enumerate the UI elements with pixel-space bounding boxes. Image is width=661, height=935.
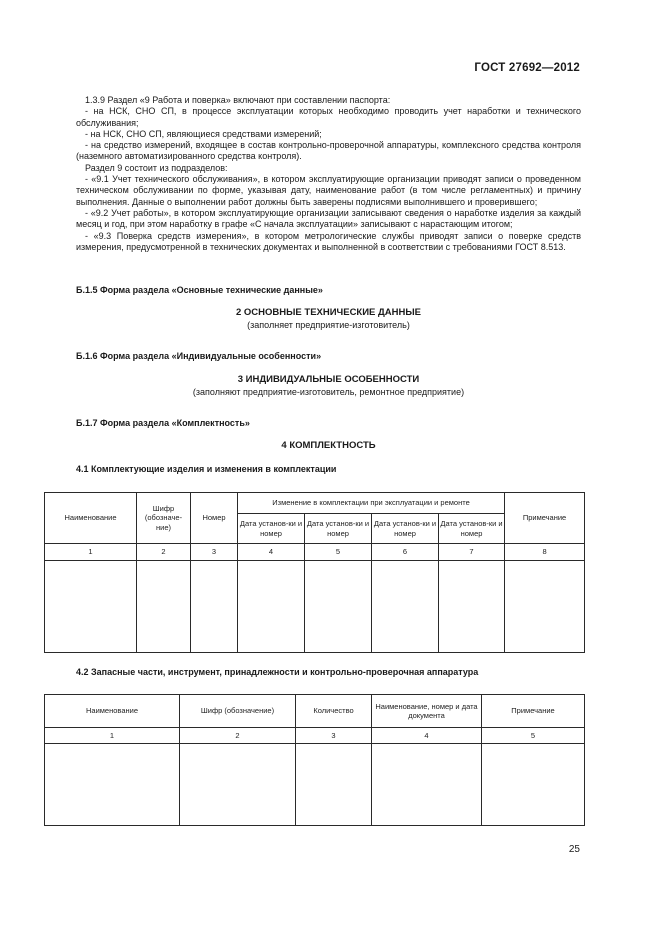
col-number: 8 <box>505 544 585 561</box>
spare-parts-table <box>44 694 585 826</box>
col-header-name: Наименование <box>45 493 137 544</box>
col-number: 2 <box>137 544 191 561</box>
col-header-quantity: Количество <box>296 695 372 728</box>
section-title: 2 ОСНОВНЫЕ ТЕХНИЧЕСКИЕ ДАННЫЕ <box>235 307 422 318</box>
section-subtitle: (заполняют предприятие-изготовитель, ремонтное предприятие) <box>192 387 465 397</box>
col-number: 4 <box>238 544 305 561</box>
paragraph: - на средство измерений, входящее в состав контрольно-проверочной аппаратуры, комплексного средства контроля (наземного автоматизированного средства контроля). <box>76 140 581 162</box>
table-row-empty <box>45 744 585 826</box>
section-title: 4 КОМПЛЕКТНОСТЬ <box>281 440 376 451</box>
col-header-name: Наименование <box>45 695 180 728</box>
col-header-number: Номер <box>191 493 238 544</box>
section-b15-block <box>76 307 581 330</box>
empty-cell <box>505 561 585 653</box>
empty-cell <box>137 561 191 653</box>
paragraph: Раздел 9 состоит из подразделов: <box>85 162 228 173</box>
col-number: 1 <box>45 544 137 561</box>
section-b17-block <box>76 440 581 451</box>
paragraph: - на НСК, СНО СП, в процессе эксплуатации которых необходимо проводить учет наработки и технического обслуживания; <box>76 106 581 128</box>
paragraph: - «9.1 Учет технического обслуживания», в котором эксплуатирующие организации приводят записи о проведенном техническом обслуживании по форме, указывая дату, наименование работ (в том числе регламентных) и причину выполнения. Данные о выполнении работ должны быть заверены подписями выполнившего и проверившего; <box>76 174 581 207</box>
col-header-changes: Изменение в комплектации при эксплуатации и ремонте <box>238 493 505 514</box>
empty-cell <box>482 744 585 826</box>
standard-number: ГОСТ 27692—2012 <box>474 62 580 74</box>
section-b16-block <box>76 374 581 397</box>
col-number: 3 <box>191 544 238 561</box>
section-heading-b15: Б.1.5 Форма раздела «Основные технические данные» <box>76 285 323 295</box>
col-header-code: Шифр (обозначение) <box>180 695 296 728</box>
col-number: 1 <box>45 728 180 744</box>
empty-cell <box>45 744 180 826</box>
col-header-code: Шифр (обозначе-ние) <box>137 493 191 544</box>
table-row-empty <box>45 561 585 653</box>
col-header-document: Наименование, номер и дата документа <box>372 695 482 728</box>
col-header-install-date: Дата установ-ки и номер <box>372 514 439 544</box>
paragraph: - «9.3 Поверка средств измерения», в котором метрологические службы приводят записи о поверке средств измерения, предусмотренной в технических документах и выполненной в соответствии с требованиями ГОСТ 8.513. <box>76 230 581 252</box>
col-number: 4 <box>372 728 482 744</box>
col-number: 7 <box>439 544 505 561</box>
col-header-install-date: Дата установ-ки и номер <box>238 514 305 544</box>
col-number: 3 <box>296 728 372 744</box>
section-subtitle: (заполняет предприятие-изготовитель) <box>247 320 410 330</box>
empty-cell <box>238 561 305 653</box>
section-title: 3 ИНДИВИДУАЛЬНЫЕ ОСОБЕННОСТИ <box>237 374 420 385</box>
empty-cell <box>305 561 372 653</box>
table1-caption: 4.1 Комплектующие изделия и изменения в комплектации <box>76 464 337 474</box>
empty-cell <box>191 561 238 653</box>
page-number: 25 <box>568 844 580 855</box>
paragraph: 1.3.9 Раздел «9 Работа и поверка» включают при составлении паспорта: <box>85 95 391 105</box>
components-table <box>44 492 585 653</box>
empty-cell <box>45 561 137 653</box>
col-header-note: Примечание <box>505 493 585 544</box>
col-header-note: Примечание <box>482 695 585 728</box>
col-number: 5 <box>305 544 372 561</box>
col-header-install-date: Дата установ-ки и номер <box>439 514 505 544</box>
section-heading-b17: Б.1.7 Форма раздела «Комплектность» <box>76 418 250 428</box>
table2-caption: 4.2 Запасные части, инструмент, принадлежности и контрольно-проверочная аппаратура <box>76 667 479 677</box>
paragraph: - «9.2 Учет работы», в котором эксплуатирующие организации записывают сведения о наработке изделия за каждый месяц и год, при этом наработку в графе «С начала эксплуатации» записывают с нарастающим итогом; <box>76 207 581 230</box>
col-header-install-date: Дата установ-ки и номер <box>305 514 372 544</box>
empty-cell <box>296 744 372 826</box>
intro-text <box>76 95 581 253</box>
section-heading-b16: Б.1.6 Форма раздела «Индивидуальные особенности» <box>76 351 322 361</box>
empty-cell <box>439 561 505 653</box>
empty-cell <box>180 744 296 826</box>
col-number: 6 <box>372 544 439 561</box>
paragraph: - на НСК, СНО СП, являющиеся средствами измерений; <box>85 128 322 139</box>
empty-cell <box>372 561 439 653</box>
empty-cell <box>372 744 482 826</box>
col-number: 5 <box>482 728 585 744</box>
col-number: 2 <box>180 728 296 744</box>
